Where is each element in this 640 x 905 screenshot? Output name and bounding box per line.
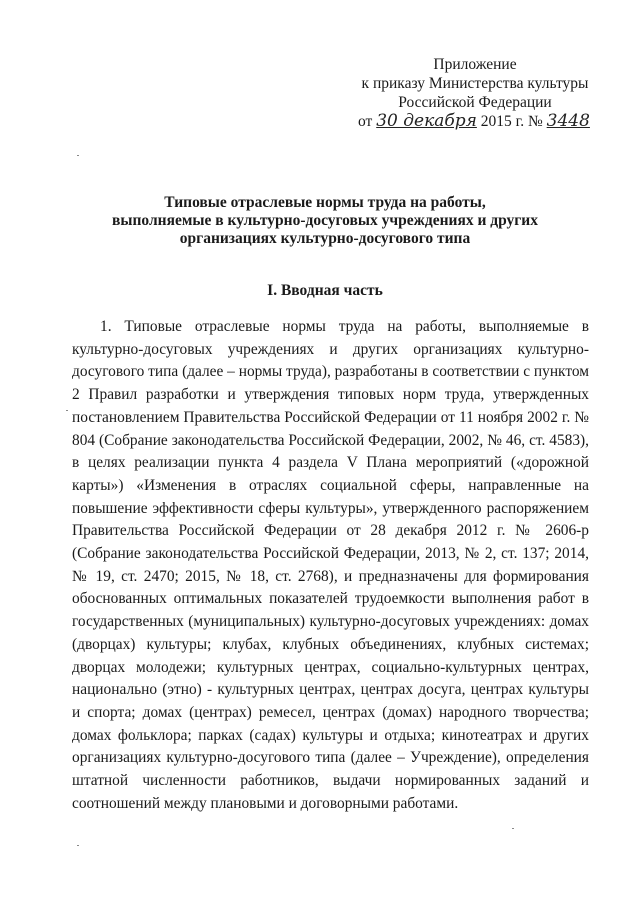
title-line-2: выполняемые в культурно-досуговых учреждениях и других (112, 212, 538, 229)
appendix-date-line (350, 112, 600, 131)
appendix-federation: Российской Федерации (398, 94, 552, 111)
appendix-order-ref: к приказу Министерства культуры (361, 75, 589, 92)
title-line-1: Типовые отраслевые нормы труда на работы, (164, 194, 486, 211)
handwritten-number: 3448 (546, 111, 590, 131)
scan-speck (77, 845, 79, 846)
appendix-label: Приложение (433, 56, 517, 73)
handwritten-date: 30 декабря (376, 111, 477, 131)
appendix-header (350, 55, 600, 131)
scan-speck (512, 828, 514, 829)
date-year: 2015 г. № (480, 113, 543, 130)
title-line-3: организациях культурно-досугового типа (179, 230, 471, 247)
paragraph-1: 1. Типовые отраслевые нормы труда на работы, выполняемые в культурно-досуговых учреждениях и других организациях культурно-досугового типа (далее – нормы труда), разработаны в соответствии с пунктом 2 Правил разработки и утверждения типовых норм труда, утвержденных постановлением Правительства Российской Федерации от 11 ноября 2002 г. № 804 (Собрание законодательства Российской Федерации, 2002, № 46, ст. 4583), в целях реализации пункта 4 раздела V Плана мероприятий («дорожной карты») «Изменения в отраслях социальной сферы, направленные на повышение эффективности сферы культуры», утвержденного распоряжением Правительства Российской Федерации от 28 декабря 2012 г. № 2606-р (Собрание законодательства Российской Федерации, 2013, № 2, ст. 137; 2014, № 19, ст. 2470; 2015, № 18, ст. 2768), и предназначены для формирования обоснованных оптимальных показателей трудоемкости выполнения работ в государственных (муниципальных) культурно-досуговых учреждениях: домах (дворцах) культуры; клубах, клубных объединениях, клубных системах; дворцах молодежи; культурных центрах, социально-культурных центрах, национально (этно) - культурных центрах, центрах досуга, центрах культуры и спорта; домах (центрах) ремесел, центрах (домах) народного творчества; домах фольклора; парках (садах) культуры и отдыха; кинотеатрах и других организациях культурно-досугового типа (далее – Учреждение), определения штатной численности работников, выдачи нормированных заданий и соотношений между плановыми и договорными работами. (72, 318, 589, 812)
scan-speck (77, 155, 79, 156)
section-heading: I. Вводная часть (267, 282, 383, 299)
document-title (60, 194, 590, 248)
scan-speck (66, 410, 68, 411)
date-prefix: от (358, 113, 373, 130)
